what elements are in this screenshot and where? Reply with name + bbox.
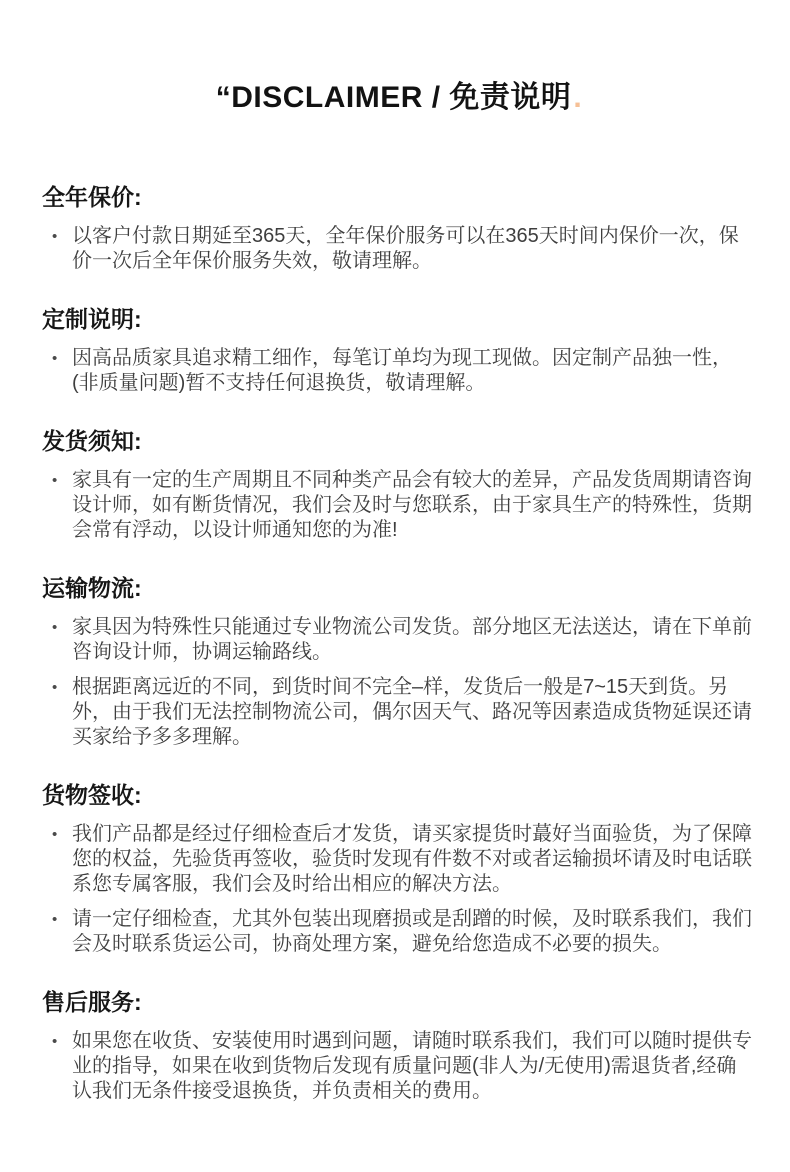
bullet-item: • 以客户付款日期延至365天，全年保价服务可以在365天时间内保价一次，保价一次后全年保价服务失效，敬请理解。 bbox=[42, 224, 756, 274]
section-heading: 运输物流: bbox=[42, 575, 142, 601]
bullet-list bbox=[42, 346, 756, 396]
bullet-list bbox=[42, 224, 756, 274]
title-accent-dot: . bbox=[573, 81, 583, 114]
bullet-list bbox=[42, 822, 756, 957]
section-heading: 售后服务: bbox=[42, 989, 142, 1015]
section-after-sales bbox=[42, 987, 756, 1104]
section-logistics bbox=[42, 573, 756, 750]
bullet-item: • 我们产品都是经过仔细检查后才发货，请买家提货时蕞好当面验货，为了保障您的权益，先验货再签收，验货时发现有件数不对或者运输损坏请及时电话联系您专属客服，我们会及时给出相应的解决方法。 bbox=[42, 822, 756, 897]
section-heading: 全年保价: bbox=[42, 184, 142, 210]
section-customization bbox=[42, 304, 756, 396]
bullet-item: • 因高品质家具追求精工细作，每笔订单均为现工现做。因定制产品独一性，(非质量问题)暂不支持任何退换货，敬请理解。 bbox=[42, 346, 756, 396]
section-heading: 定制说明: bbox=[42, 306, 142, 332]
section-goods-receipt bbox=[42, 780, 756, 957]
bullet-list bbox=[42, 1029, 756, 1104]
page-title-text: “DISCLAIMER / 免责说明 bbox=[215, 81, 572, 114]
bullet-item: • 家具有一定的生产周期且不同种类产品会有较大的差异，产品发货周期请咨询设计师，如有断货情况，我们会及时与您联系，由于家具生产的特殊性，货期会常有浮动，以设计师通知您的为准! bbox=[42, 468, 756, 543]
section-price-protection bbox=[42, 182, 756, 274]
bullet-list bbox=[42, 615, 756, 750]
page-title bbox=[42, 80, 756, 116]
bullet-item: • 如果您在收货、安装使用时遇到问题，请随时联系我们，我们可以随时提供专业的指导，如果在收到货物后发现有质量问题(非人为/无使用)需退货者,经确认我们无条件接受退换货，并负责相关的费用。 bbox=[42, 1029, 756, 1104]
section-shipping-notice bbox=[42, 426, 756, 543]
bullet-list bbox=[42, 468, 756, 543]
bullet-item: • 请一定仔细检查，尤其外包装出现磨损或是刮蹭的时候，及时联系我们，我们会及时联系货运公司，协商处理方案，避免给您造成不必要的损失。 bbox=[42, 907, 756, 957]
bullet-item: • 根据距离远近的不同，到货时间不完全–样，发货后一般是7~15天到货。另外，由于我们无法控制物流公司，偶尔因天气、路况等因素造成货物延误还请买家给予多多理解。 bbox=[42, 675, 756, 750]
section-heading: 发货须知: bbox=[42, 428, 142, 454]
bullet-item: • 家具因为特殊性只能通过专业物流公司发货。部分地区无法送达，请在下单前咨询设计师，协调运输路线。 bbox=[42, 615, 756, 665]
section-heading: 货物签收: bbox=[42, 782, 142, 808]
